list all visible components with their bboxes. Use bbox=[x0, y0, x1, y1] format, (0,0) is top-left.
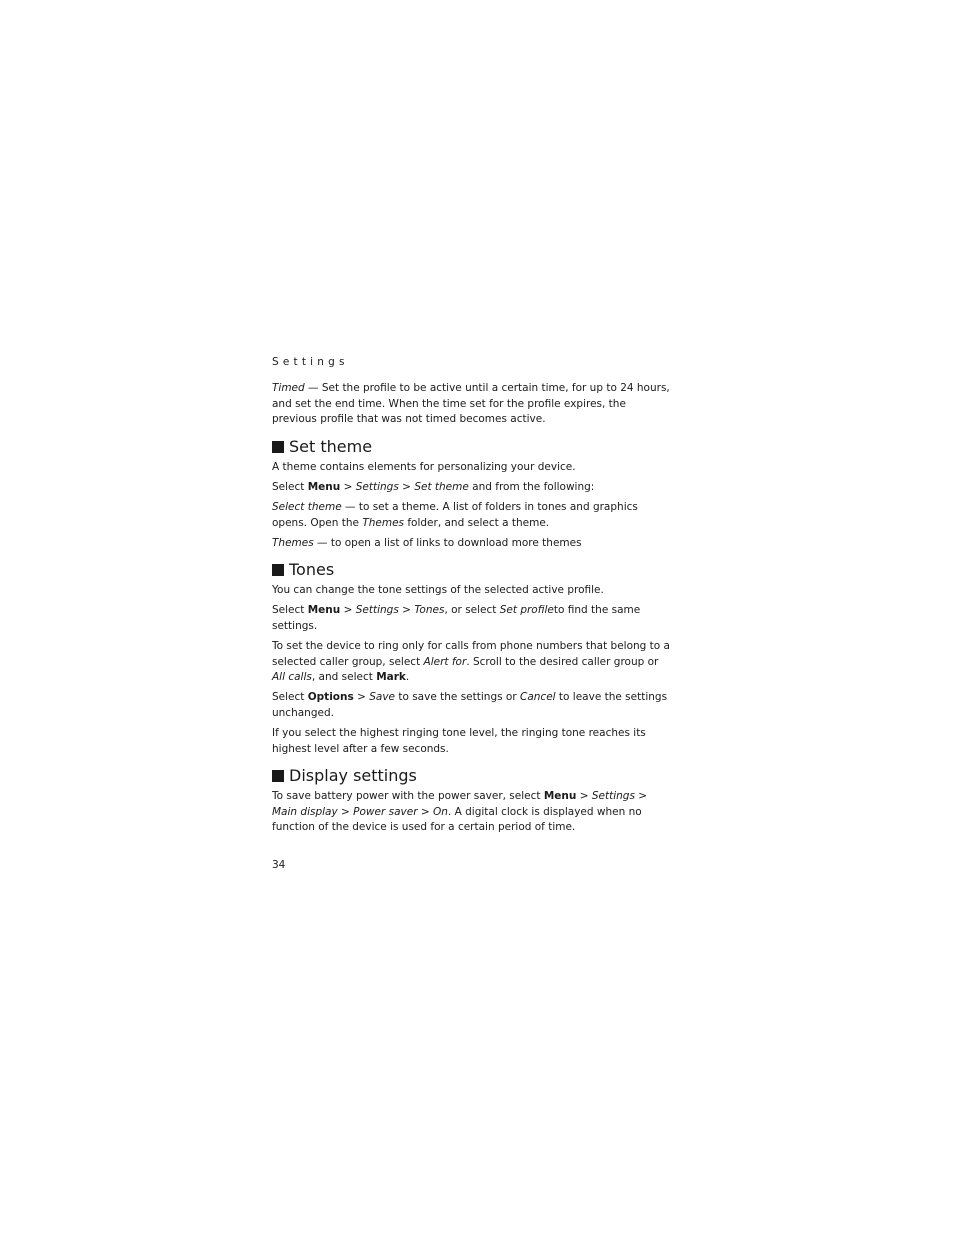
set-theme-heading bbox=[272, 437, 672, 457]
caller-group-paragraph: To set the device to ring only for calls from phone numbers that belong to a selected caller group, select Alert for. Scroll to the desired caller group or All calls, and select Mark. bbox=[272, 640, 670, 684]
themes-paragraph: Themes — to open a list of links to download more themes bbox=[272, 536, 582, 549]
select-theme-paragraph: Select theme — to set a theme. A list of folders in tones and graphics opens. Open the Themes folder, and select a theme. bbox=[272, 500, 638, 529]
square-bullet-icon bbox=[272, 564, 284, 576]
running-header: Settings bbox=[272, 356, 349, 368]
term-timed: Timed bbox=[272, 382, 305, 394]
square-bullet-icon bbox=[272, 441, 284, 453]
tones-heading bbox=[272, 560, 672, 580]
ringing-level-paragraph: If you select the highest ringing tone level, the ringing tone reaches its highest level after a few seconds. bbox=[272, 727, 646, 755]
set-theme-path-paragraph: Select Menu > Settings > Set theme and from the following: bbox=[272, 480, 595, 493]
options-save-paragraph: Select Options > Save to save the settings or Cancel to leave the settings unchanged. bbox=[272, 691, 668, 719]
page-content bbox=[272, 355, 672, 840]
power-saver-paragraph: To save battery power with the power saver, select Menu > Settings > Main display > Power saver > On. A digital clock is displayed when no function of the device is used for a certain period of time. bbox=[272, 790, 648, 834]
set-theme-paragraph: A theme contains elements for personalizing your device. bbox=[272, 460, 576, 473]
square-bullet-icon bbox=[272, 770, 284, 782]
page-number: 34 bbox=[272, 859, 286, 871]
heading-text: Set theme bbox=[289, 436, 373, 456]
display-settings-heading bbox=[272, 766, 672, 786]
tones-paragraph: You can change the tone settings of the selected active profile. bbox=[272, 584, 604, 597]
heading-text: Tones bbox=[289, 560, 335, 580]
tones-path-paragraph: Select Menu > Settings > Tones, or select Set profileto find the same settings. bbox=[272, 604, 641, 632]
heading-text: Display settings bbox=[289, 766, 417, 786]
timed-paragraph: Timed — Set the profile to be active until a certain time, for up to 24 hours, and set the end time. When the time set for the profile expires, the previous profile that was not timed becomes active. bbox=[272, 382, 670, 426]
